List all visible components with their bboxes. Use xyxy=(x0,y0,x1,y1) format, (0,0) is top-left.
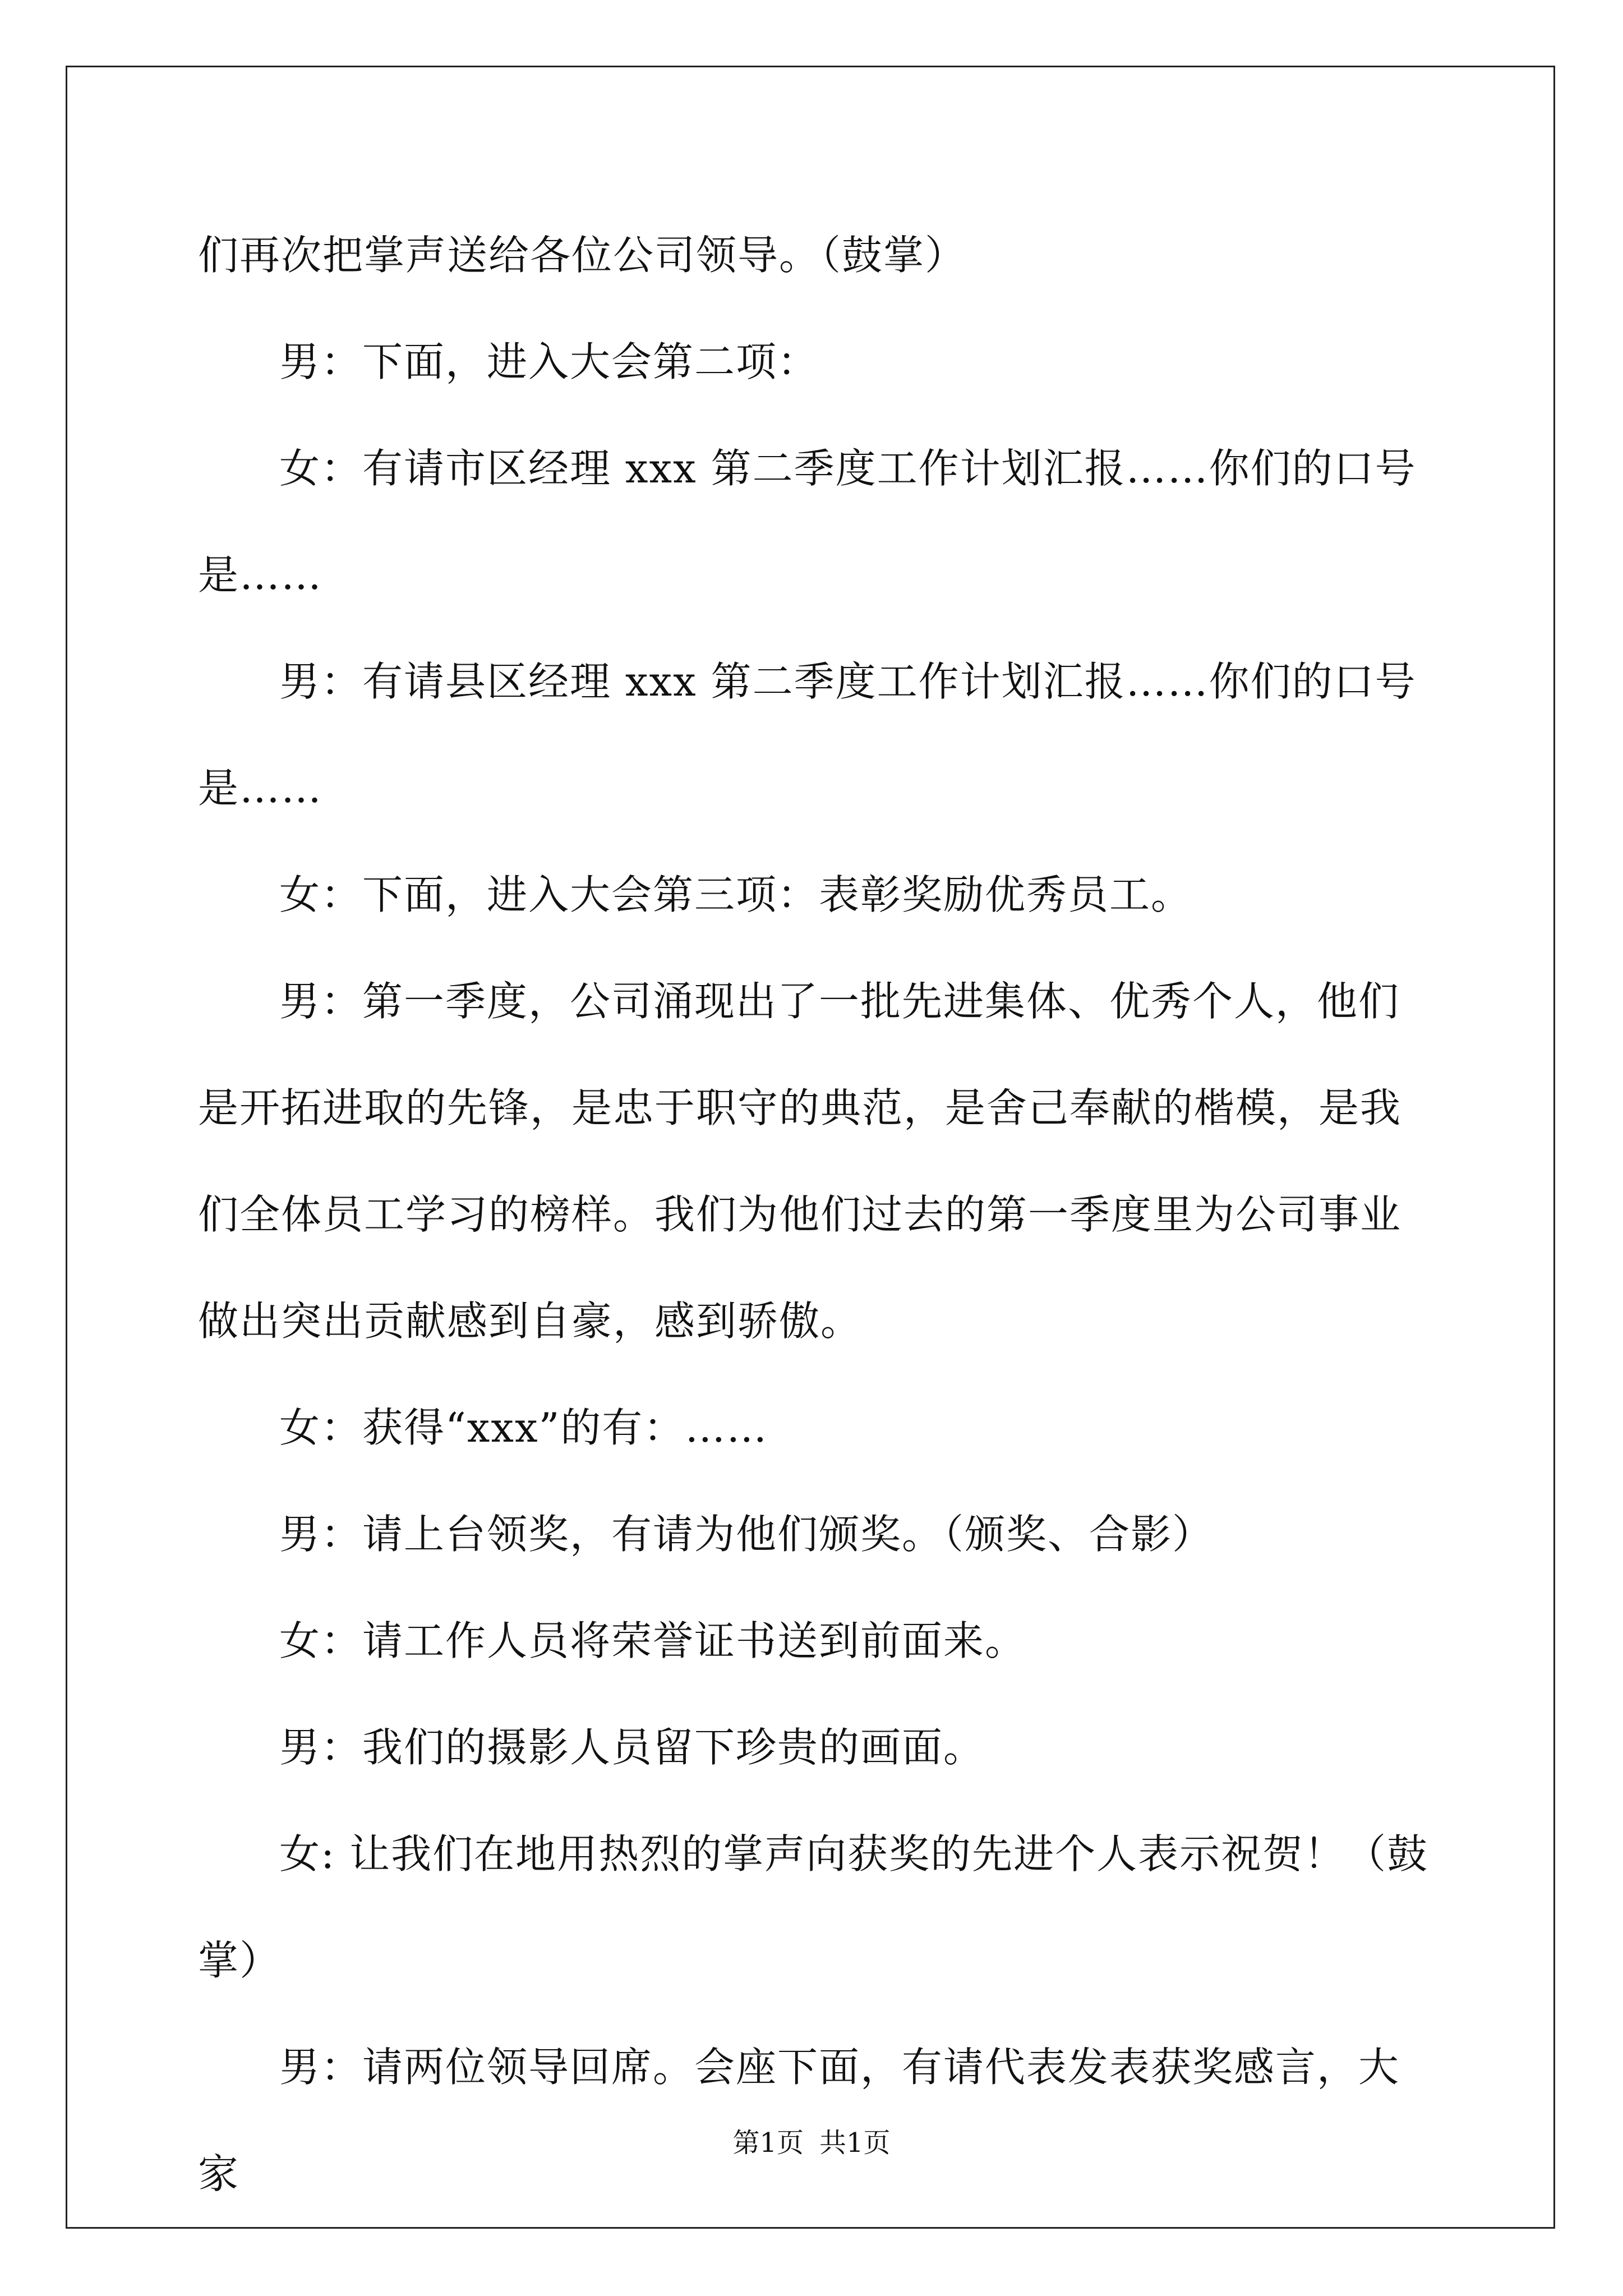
page-number: 第1页 xyxy=(732,2127,804,2159)
paragraph: 女：下面，进入大会第三项：表彰奖励优秀员工。 xyxy=(279,871,1193,918)
paragraph: 男：第一季度，公司涌现出了一批先进集体、优秀个人，他们是开拓进取的先锋，是忠于职守的典范，是舍己奉献的楷模，是我们全体员工学习的榜样。我们为他们过去的第一季度里为公司事业做出突出贡献感到自豪，感到骄傲。 xyxy=(198,978,1402,1345)
paragraph: 男：请两位领导回席。会座下面，有请代表发表获奖感言，大家 xyxy=(198,2044,1400,2197)
page-total: 共1页 xyxy=(819,2127,891,2159)
page-footer xyxy=(0,2126,1623,2160)
paragraph: 男：请上台领奖，有请为他们颁奖。（颁奖、合影） xyxy=(279,1511,1214,1558)
paragraph: 女: 让我们在地用热烈的掌声向获奖的先进个人表示祝贺！（鼓掌） xyxy=(198,1830,1429,1984)
paragraph: 男：下面，进入大会第二项： xyxy=(279,338,819,385)
paragraph: 女：请工作人员将荣誉证书送到前面来。 xyxy=(279,1617,1027,1664)
paragraph: 女：获得“xxx”的有：…… xyxy=(279,1404,768,1451)
paragraph: 女：有请市区经理 xxx 第二季度工作计划汇报……你们的口号是…… xyxy=(198,445,1417,599)
paragraph: 男：我们的摄影人员留下珍贵的画面。 xyxy=(279,1724,985,1771)
paragraph: 男：有请县区经理 xxx 第二季度工作计划汇报……你们的口号是…… xyxy=(198,658,1417,812)
paragraph: 们再次把掌声送给各位公司领导。（鼓掌） xyxy=(198,232,967,279)
document-body xyxy=(198,202,1435,2227)
